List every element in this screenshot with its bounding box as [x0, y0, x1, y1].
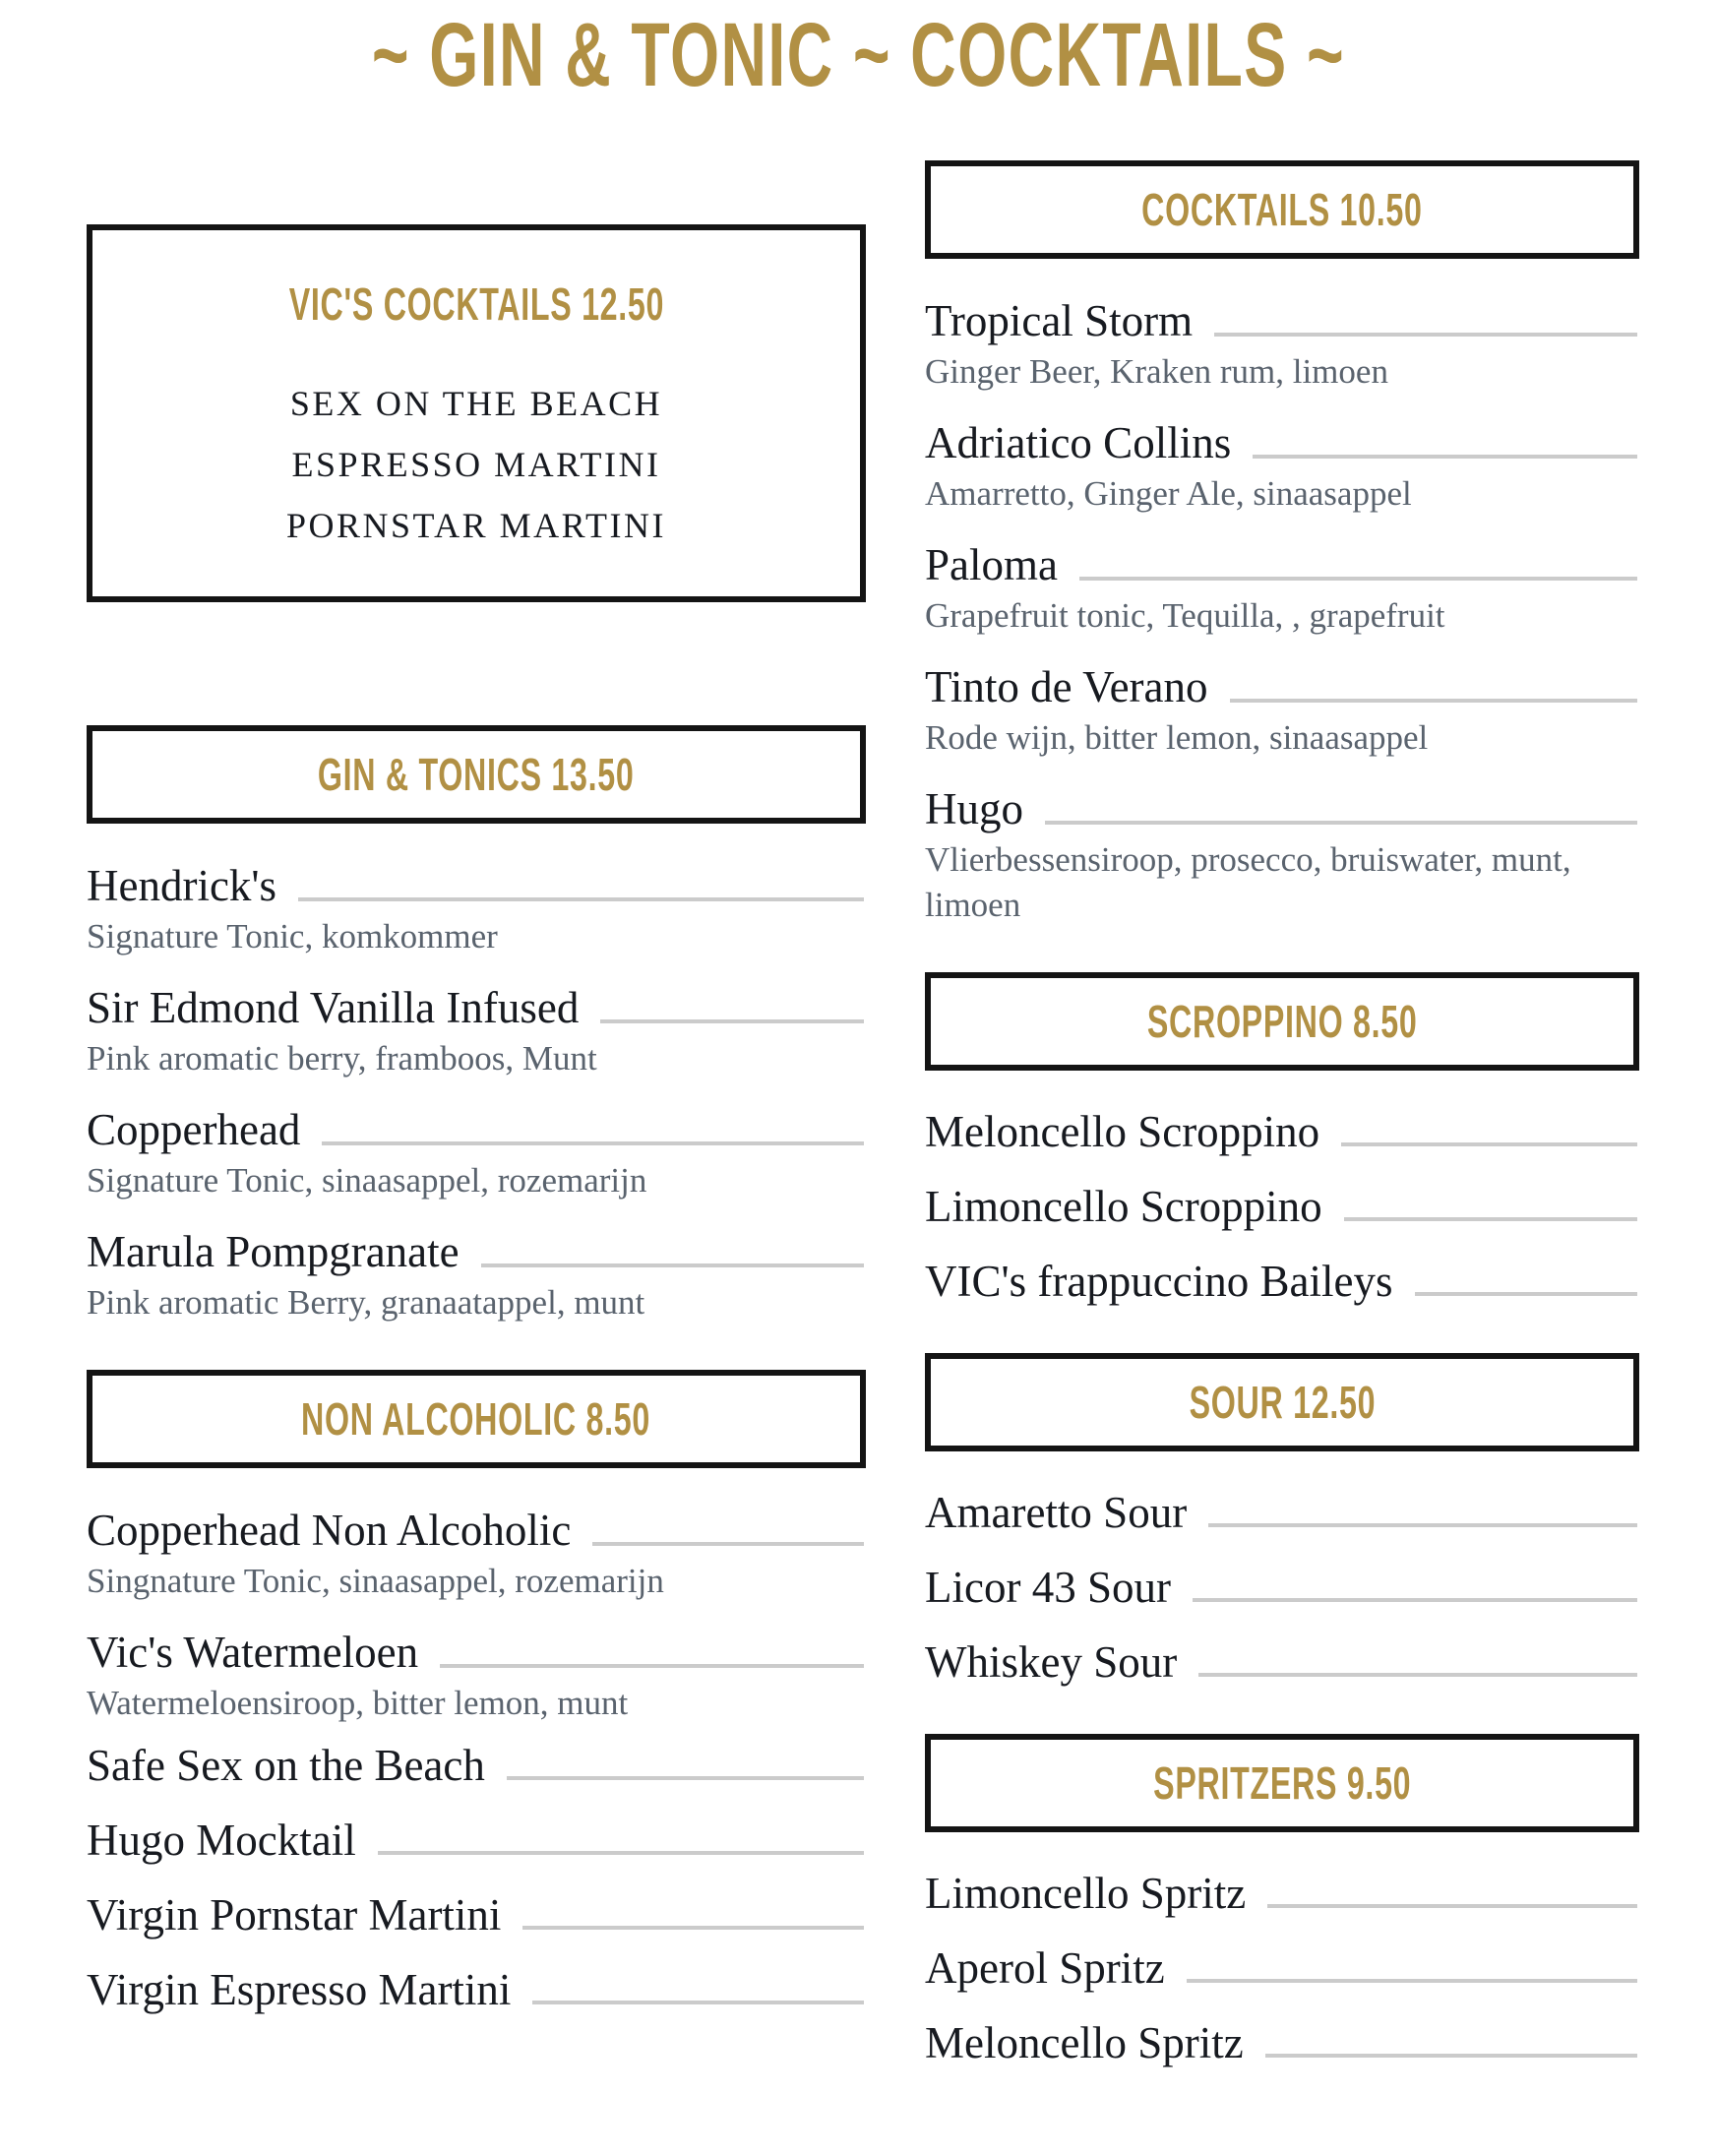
non-alcoholic-section-box: [87, 1370, 866, 1468]
leader-line: [298, 897, 864, 901]
item-description: Pink aromatic berry, framboos, Munt: [87, 1039, 597, 1078]
leader-line: [1045, 821, 1637, 825]
leader-line: [600, 1019, 864, 1023]
item-name: Paloma: [925, 540, 1058, 589]
item-name: Copperhead: [87, 1105, 301, 1154]
item-description: Vlierbessensiroop, prosecco, bruiswater, munt, limoen: [925, 840, 1571, 924]
leader-line: [1265, 2054, 1637, 2058]
leader-line: [1208, 1523, 1637, 1527]
vic-item: PORNSTAR MARTINI: [286, 506, 666, 545]
menu-item: [925, 1634, 1639, 1690]
sour-header: SOUR 12.50: [1189, 1377, 1376, 1428]
item-name: Hendrick's: [87, 861, 277, 910]
left-column: [87, 0, 866, 2017]
item-name: Adriatico Collins: [925, 418, 1232, 467]
item-name: Virgin Espresso Martini: [87, 1965, 512, 2014]
menu-item: [87, 979, 866, 1081]
item-name: Whiskey Sour: [925, 1637, 1178, 1687]
menu-item: [87, 1223, 866, 1325]
sour-section-box: [925, 1353, 1639, 1451]
menu-item: [925, 1866, 1639, 1921]
item-description: Ginger Beer, Kraken rum, limoen: [925, 352, 1388, 391]
menu-item: [925, 292, 1639, 395]
menu-item: [87, 1738, 866, 1793]
leader-line: [1267, 1904, 1637, 1908]
menu-item: [87, 1502, 866, 1604]
menu-item: [925, 658, 1639, 761]
vic-item: ESPRESSO MARTINI: [291, 445, 661, 484]
item-name: Meloncello Scroppino: [925, 1107, 1320, 1156]
leader-line: [481, 1263, 864, 1267]
leader-line: [1187, 1979, 1637, 1983]
item-description: Signature Tonic, sinaasappel, rozemarijn: [87, 1161, 647, 1200]
menu-item: [87, 1624, 866, 1726]
menu-item: [925, 1940, 1639, 1996]
menu-item: [925, 2015, 1639, 2070]
vic-cocktails-box: [87, 224, 866, 602]
item-name: Virgin Pornstar Martini: [87, 1890, 502, 1940]
scroppino-section-box: [925, 972, 1639, 1071]
item-name: Hugo: [925, 784, 1023, 833]
item-name: Copperhead Non Alcoholic: [87, 1506, 572, 1555]
menu-item: [925, 1485, 1639, 1540]
leader-line: [1198, 1673, 1637, 1677]
item-name: Hugo Mocktail: [87, 1816, 356, 1865]
item-name: Safe Sex on the Beach: [87, 1741, 485, 1790]
leader-line: [1193, 1598, 1637, 1602]
item-description: Grapefruit tonic, Tequilla, , grapefruit: [925, 596, 1445, 635]
item-description: Singnature Tonic, sinaasappel, rozemarijn: [87, 1562, 664, 1600]
leader-line: [1415, 1292, 1638, 1296]
page-title-text: ~ GIN & TONIC ~ COCKTAILS ~: [371, 5, 1345, 105]
spritzers-header: SPRITZERS 9.50: [1152, 1757, 1412, 1809]
spritzers-section-box: [925, 1734, 1639, 1832]
item-name: Limoncello Spritz: [925, 1869, 1247, 1918]
item-name: Vic's Watermeloen: [87, 1628, 419, 1677]
vic-cocktails-header: VIC'S COCKTAILS 12.50: [288, 278, 664, 330]
menu-item: [925, 780, 1639, 928]
item-name: Limoncello Scroppino: [925, 1182, 1322, 1231]
leader-line: [440, 1664, 864, 1668]
leader-line: [1253, 455, 1637, 459]
non-alcoholic-header: NON ALCOHOLIC 8.50: [301, 1393, 651, 1445]
menu-item: [87, 1101, 866, 1203]
leader-line: [378, 1851, 864, 1855]
leader-line: [522, 1926, 864, 1930]
menu-item: [925, 1560, 1639, 1615]
item-name: VIC's frappuccino Baileys: [925, 1257, 1393, 1306]
item-name: Marula Pompgranate: [87, 1227, 460, 1276]
vic-item: SEX ON THE BEACH: [289, 384, 663, 423]
item-description: Signature Tonic, komkommer: [87, 917, 498, 955]
item-name: Meloncello Spritz: [925, 2018, 1244, 2067]
menu-item: [925, 1179, 1639, 1234]
leader-line: [532, 2001, 864, 2004]
menu-item: [87, 857, 866, 959]
scroppino-header: SCROPPINO 8.50: [1146, 996, 1418, 1047]
item-name: Aperol Spritz: [925, 1943, 1165, 1993]
menu-item: [87, 1887, 866, 1942]
leader-line: [1230, 699, 1637, 703]
leader-line: [322, 1141, 864, 1145]
leader-line: [1079, 577, 1637, 581]
gin-tonics-header: GIN & TONICS 13.50: [318, 749, 635, 800]
cocktails-section-box: [925, 160, 1639, 259]
leader-line: [592, 1542, 864, 1546]
item-name: Sir Edmond Vanilla Infused: [87, 983, 580, 1032]
menu-item: [925, 1254, 1639, 1309]
leader-line: [1344, 1217, 1637, 1221]
cocktails-header: COCKTAILS 10.50: [1141, 184, 1423, 235]
item-name: Tinto de Verano: [925, 662, 1208, 711]
item-description: Watermeloensiroop, bitter lemon, munt: [87, 1684, 629, 1722]
menu-item: [925, 414, 1639, 517]
item-name: Tropical Storm: [925, 296, 1194, 345]
menu-item: [87, 1813, 866, 1868]
item-description: Amarretto, Ginger Ale, sinaasappel: [925, 474, 1412, 513]
leader-line: [507, 1776, 864, 1780]
menu-item: [925, 536, 1639, 639]
leader-line: [1341, 1142, 1637, 1146]
item-name: Amaretto Sour: [925, 1488, 1188, 1537]
gin-tonics-section-box: [87, 725, 866, 824]
leader-line: [1214, 333, 1637, 337]
menu-item: [87, 1962, 866, 2017]
item-description: Pink aromatic Berry, granaatappel, munt: [87, 1283, 645, 1322]
menu-item: [925, 1104, 1639, 1159]
right-column: [925, 0, 1639, 2070]
item-name: Licor 43 Sour: [925, 1563, 1171, 1612]
item-description: Rode wijn, bitter lemon, sinaasappel: [925, 718, 1429, 757]
